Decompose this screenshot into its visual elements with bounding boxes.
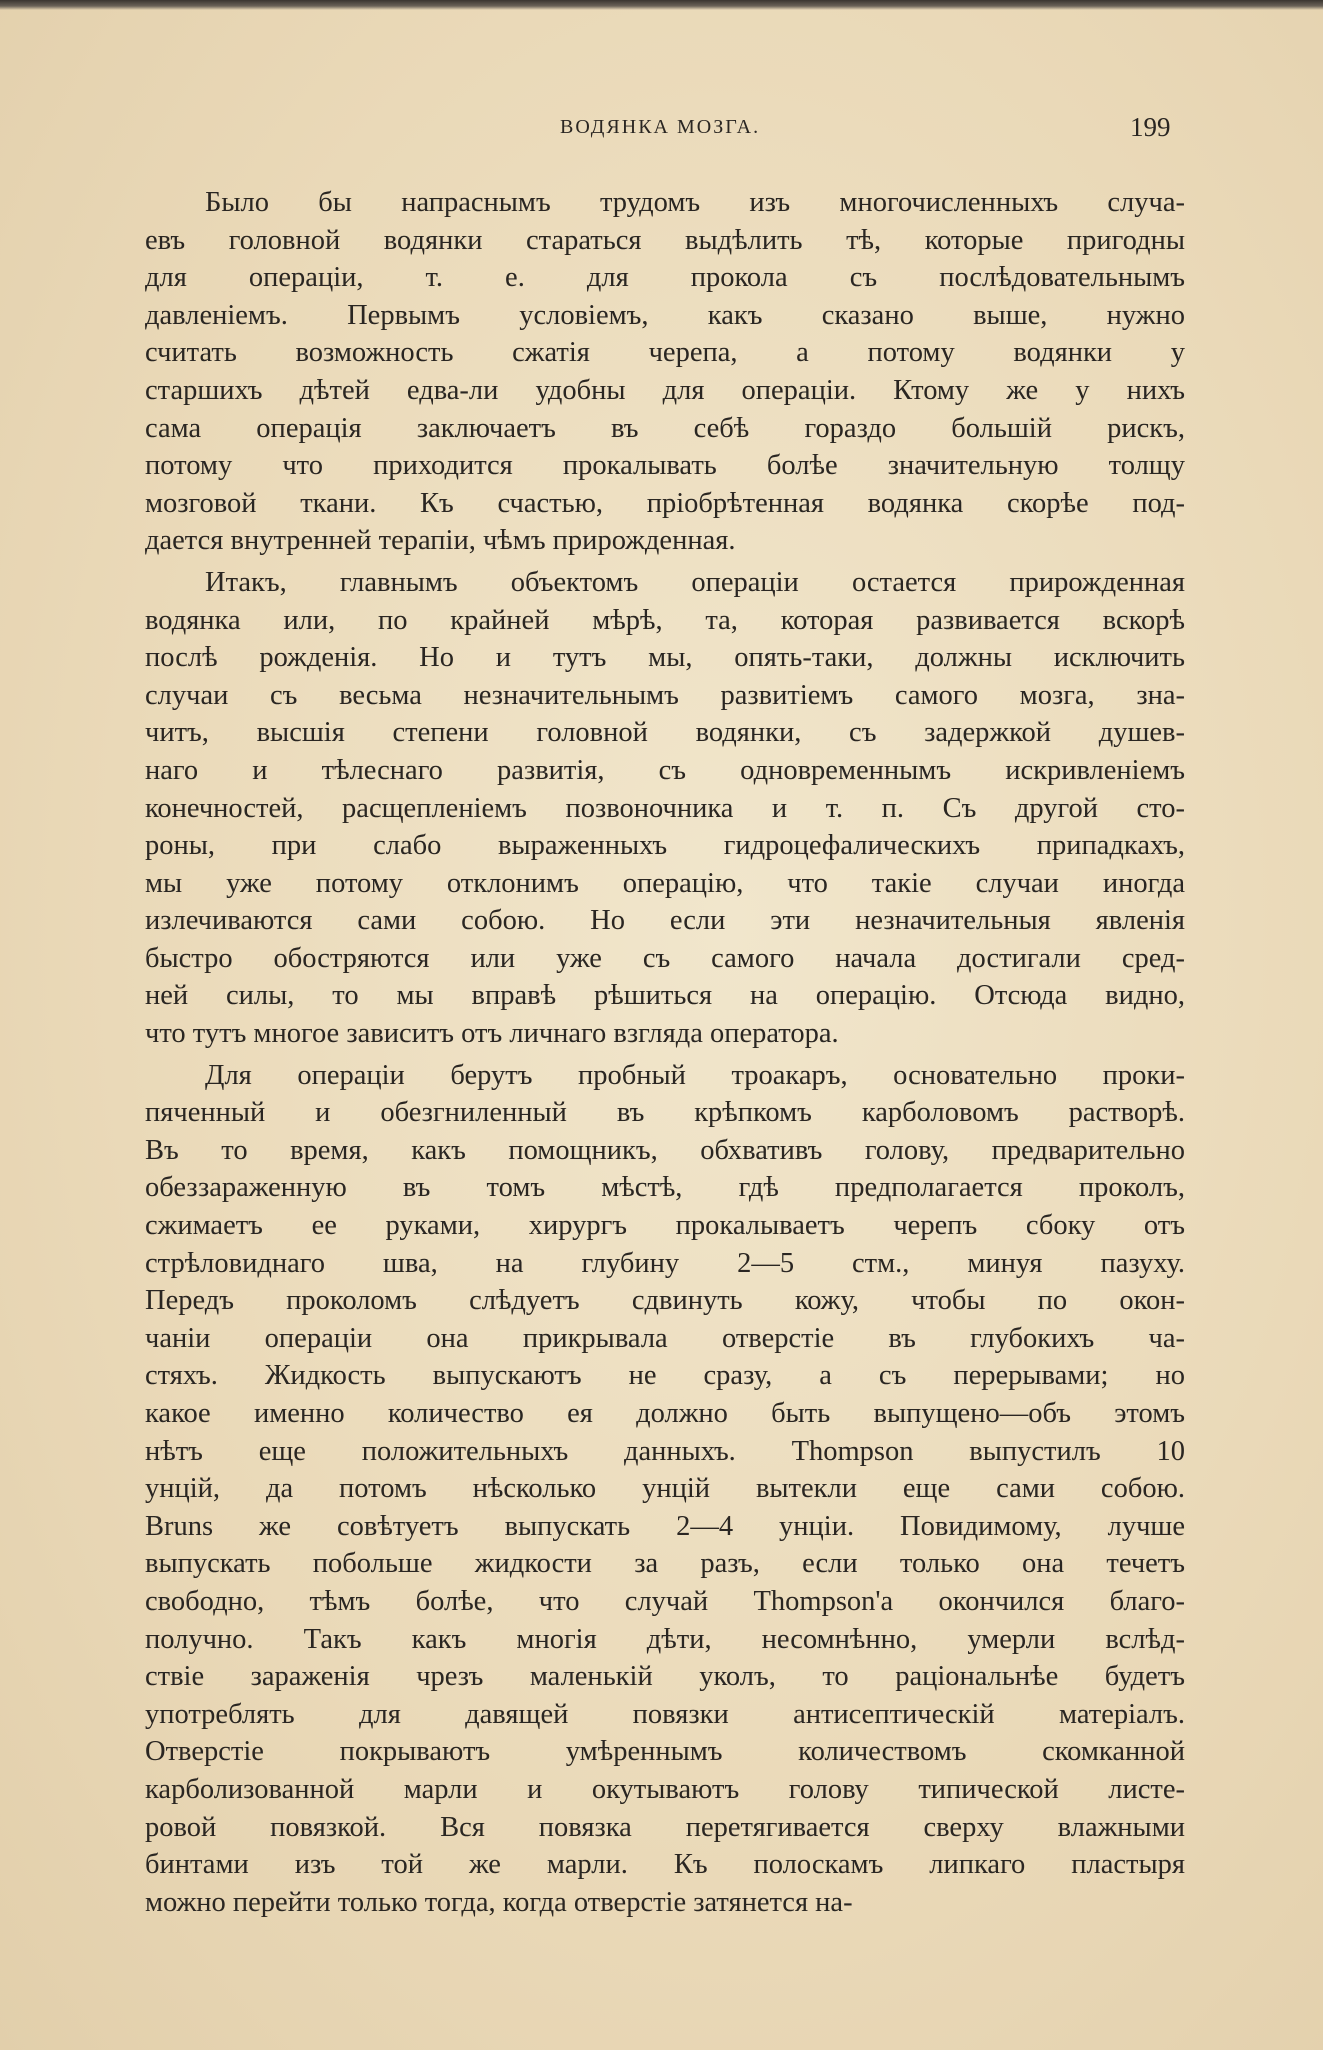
- paragraph: [145, 1057, 1185, 1922]
- text-line: унцій, да потомъ нѣсколько унцій вытекли еще сами собою.: [145, 1473, 1185, 1505]
- text-line: быстро обостряются или уже съ самого начала достигали сред-: [145, 942, 1185, 974]
- text-line: бинтами изъ той же марли. Къ полоскамъ липкаго пластыря: [145, 1849, 1185, 1881]
- text-line: Отверстіе покрываютъ умѣреннымъ количествомъ скомканной: [145, 1736, 1185, 1768]
- text-line: старшихъ дѣтей едва-ли удобны для операціи. Ктому же у нихъ: [145, 374, 1185, 406]
- text-line: Итакъ, главнымъ объектомъ операціи остается прирожденная: [205, 566, 1185, 598]
- paragraph: [145, 564, 1185, 1053]
- text-line: дается внутренней терапіи, чѣмъ прирожденная.: [145, 525, 736, 557]
- text-line: свободно, тѣмъ болѣе, что случай Thompson'а окончился благо-: [145, 1585, 1185, 1617]
- paragraph: [145, 184, 1185, 560]
- text-line: наго и тѣлеснаго развитія, съ одновременнымъ искривленіемъ: [145, 754, 1185, 786]
- text-line: для операціи, т. е. для прокола съ послѣдовательнымъ: [145, 262, 1185, 294]
- text-line: читъ, высшія степени головной водянки, съ задержкой душев-: [145, 717, 1185, 749]
- text-line: пяченный и обезгниленный въ крѣпкомъ карболовомъ растворѣ.: [145, 1097, 1185, 1129]
- text-line: ровой повязкой. Вся повязка перетягивается сверху влажными: [145, 1811, 1185, 1843]
- text-line: послѣ рожденія. Но и тутъ мы, опять-таки, должны исключить: [145, 642, 1185, 674]
- text-line: получно. Такъ какъ многія дѣти, несомнѣнно, умерли вслѣд-: [145, 1623, 1185, 1655]
- text-line: какое именно количество ея должно быть выпущено—объ этомъ: [145, 1398, 1185, 1429]
- text-line: сама операція заключаетъ въ себѣ гораздо большій рискъ,: [145, 412, 1185, 444]
- text-line: Для операціи берутъ пробный троакаръ, основательно проки-: [205, 1059, 1185, 1091]
- text-line: мы уже потому отклонимъ операцію, что такіе случаи иногда: [145, 867, 1185, 899]
- running-title: ВОДЯНКА МОЗГА.: [560, 116, 761, 138]
- text-line: Въ то время, какъ помощникъ, обхвативъ голову, предварительно: [145, 1134, 1185, 1166]
- text-line: случаи съ весьма незначительнымъ развитіемъ самого мозга, зна-: [145, 679, 1185, 711]
- text-line: мозговой ткани. Къ счастью, пріобрѣтенная водянка скорѣе под-: [145, 487, 1185, 519]
- page-top-edge: [0, 0, 1323, 10]
- text-line: потому что приходится прокалывать болѣе значительную толщу: [145, 450, 1185, 482]
- text-line: нѣтъ еще положительныхъ данныхъ. Thompson выпустилъ 10: [145, 1435, 1185, 1467]
- text-line: чаніи операціи она прикрывала отверстіе въ глубокихъ ча-: [145, 1322, 1185, 1354]
- text-line: водянка или, по крайней мѣрѣ, та, которая развивается вскорѣ: [145, 604, 1185, 636]
- page-number: 199: [1130, 112, 1171, 142]
- text-line: ней силы, то мы вправѣ рѣшиться на операцію. Отсюда видно,: [145, 980, 1185, 1012]
- text-line: стяхъ. Жидкость выпускаютъ не сразу, а съ перерывами; но: [145, 1360, 1185, 1392]
- text-line: Bruns же совѣтуетъ выпускать 2—4 унціи. Повидимому, лучше: [145, 1510, 1185, 1542]
- text-line: Передъ проколомъ слѣдуетъ сдвинуть кожу, чтобы по окон-: [145, 1285, 1185, 1317]
- text-line: что тутъ многое зависитъ отъ личнаго взгляда оператора.: [145, 1018, 839, 1050]
- text-line: конечностей, расщепленіемъ позвоночника и т. п. Съ другой сто-: [145, 792, 1185, 824]
- text-line: сжимаетъ ее руками, хирургъ прокалываетъ черепъ сбоку отъ: [145, 1210, 1185, 1242]
- text-line: употреблять для давящей повязки антисептическій матеріалъ.: [145, 1698, 1185, 1730]
- text-line: считать возможность сжатія черепа, а потому водянки у: [145, 337, 1185, 369]
- text-line: евъ головной водянки стараться выдѣлить тѣ, которые пригодны: [145, 224, 1185, 256]
- text-line: можно перейти только тогда, когда отверстіе затянется на-: [145, 1886, 853, 1918]
- text-line: карболизованной марли и окутываютъ голову типической листе-: [145, 1773, 1185, 1805]
- text-line: давленіемъ. Первымъ условіемъ, какъ сказано выше, нужно: [145, 299, 1185, 331]
- body-text: [145, 184, 1185, 1921]
- text-line: выпускать побольше жидкости за разъ, если только она течетъ: [145, 1548, 1185, 1580]
- text-line: стрѣловиднаго шва, на глубину 2—5 стм., минуя пазуху.: [145, 1247, 1185, 1279]
- text-line: ствіе зараженія чрезъ маленькій уколъ, то раціональнѣе будетъ: [145, 1661, 1185, 1693]
- text-line: обеззараженную въ томъ мѣстѣ, гдѣ предполагается проколъ,: [145, 1172, 1185, 1204]
- text-line: Было бы напраснымъ трудомъ изъ многочисленныхъ случа-: [205, 187, 1185, 218]
- text-line: роны, при слабо выраженныхъ гидроцефалическихъ припадкахъ,: [145, 830, 1185, 862]
- text-line: излечиваются сами собою. Но если эти незначительныя явленія: [145, 905, 1185, 937]
